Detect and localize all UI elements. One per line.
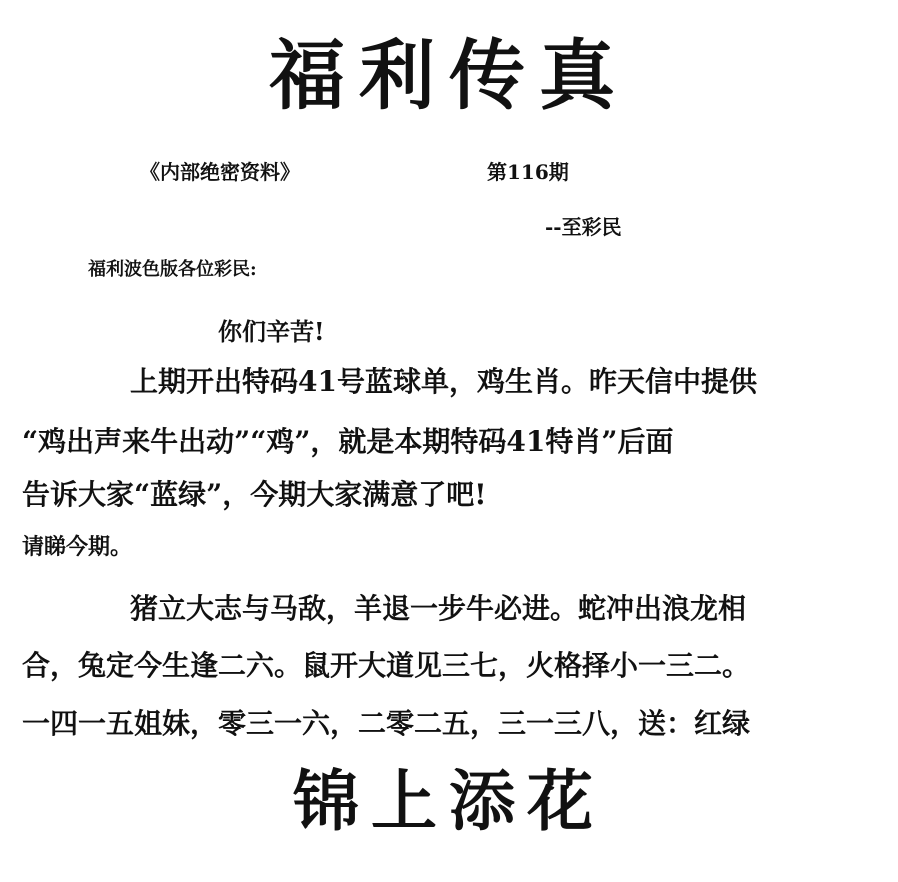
body-line-6: 合，兔定今生逢二六。鼠开大道见三七，火格择小一三二。 xyxy=(22,649,751,682)
document-title: 福利传真 xyxy=(269,31,629,120)
body-line-2: “鸡出声来牛出动”“鸡”，就是本期特码41特肖”后面 xyxy=(22,425,674,458)
body-line-3: 告诉大家“蓝绿”，今期大家满意了吧! xyxy=(22,478,487,511)
body-line-4: 请睇今期。 xyxy=(22,534,133,560)
issue-number: 第116期 xyxy=(487,160,569,184)
footer-title: 锦上添花 xyxy=(293,762,605,840)
body-line-1-text: 上期开出特码41号蓝球单，鸡生肖。昨天信中提供 xyxy=(130,365,757,398)
body-line-1 xyxy=(22,353,882,410)
internal-material-label: 《内部绝密资料》 xyxy=(140,160,300,184)
greeting: 福利波色版各位彩民: xyxy=(88,259,257,280)
signature: --至彩民 xyxy=(545,215,622,239)
body-line-5-text: 猪立大志与马敌，羊退一步牛必进。蛇冲出浪龙相 xyxy=(130,592,747,625)
body-line-5 xyxy=(22,580,882,637)
body-line-7: 一四一五姐妹，零三一六，二零二五，三一三八，送：红绿 xyxy=(22,707,751,740)
salutation: 你们辛苦! xyxy=(218,317,325,346)
